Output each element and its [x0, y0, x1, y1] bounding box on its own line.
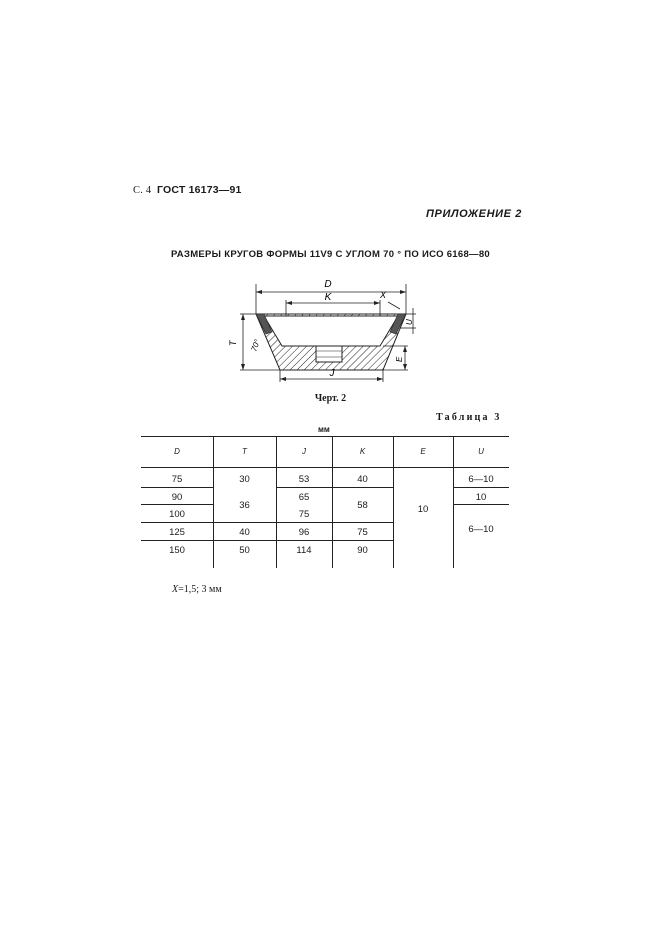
- table-cell: 100: [169, 509, 185, 520]
- label-angle: 70°: [249, 338, 263, 353]
- label-J: J: [329, 368, 335, 379]
- table-note: [172, 584, 222, 595]
- table-cell: 53: [298, 474, 310, 485]
- table-cell: 58: [357, 500, 368, 511]
- table-cell: 40: [239, 527, 250, 538]
- appendix-label: ПРИЛОЖЕНИЕ 2: [426, 208, 522, 220]
- table-cell: 90: [171, 492, 183, 503]
- note-text: =1,5; 3 мм: [178, 584, 222, 595]
- table-label: Таблица 3: [436, 412, 502, 423]
- table-unit: мм: [318, 425, 330, 434]
- table-cell: 65: [298, 492, 310, 503]
- table-cell: 6—10: [468, 524, 494, 535]
- table-cell: 150: [169, 545, 185, 556]
- label-U: U: [405, 319, 414, 325]
- note-variable: X: [172, 584, 179, 595]
- col-header-E: E: [420, 447, 426, 456]
- table-cell: 40: [357, 474, 368, 485]
- label-X: X: [380, 290, 387, 300]
- col-header-J: J: [302, 447, 306, 456]
- page-title: РАЗМЕРЫ КРУГОВ ФОРМЫ 11V9 С УГЛОМ 70 ° ПО ИСО 6168—80: [170, 249, 491, 260]
- page-number: С. 4: [133, 185, 152, 196]
- label-K: K: [324, 292, 332, 303]
- table-cell: 75: [357, 527, 368, 538]
- table-cell: 114: [296, 545, 312, 556]
- label-T: T: [228, 340, 238, 346]
- table-cell: 96: [298, 527, 310, 538]
- table-cell: 75: [298, 509, 310, 520]
- table-cell: 6—10: [468, 474, 494, 485]
- table-cell: 90: [357, 545, 368, 556]
- table-cell: 36: [239, 500, 250, 511]
- col-header-K: K: [359, 447, 366, 456]
- standard-number: ГОСТ 16173—91: [156, 184, 242, 196]
- page-header: [133, 184, 242, 196]
- table-cell: 75: [171, 474, 183, 485]
- col-header-U: U: [478, 447, 484, 456]
- wheel-drawing: [228, 276, 418, 388]
- label-D: D: [324, 279, 332, 290]
- label-E: E: [395, 356, 404, 362]
- table-cell: 125: [169, 527, 185, 538]
- table-cell: 10: [417, 504, 429, 515]
- dimensions-table: [141, 436, 509, 568]
- table-cell: 10: [475, 492, 487, 503]
- drawing-caption: Черт. 2: [314, 393, 347, 404]
- col-header-T: T: [242, 447, 247, 456]
- table-cell: 30: [239, 474, 250, 485]
- col-header-D: D: [174, 447, 180, 456]
- table-cell: 50: [239, 545, 250, 556]
